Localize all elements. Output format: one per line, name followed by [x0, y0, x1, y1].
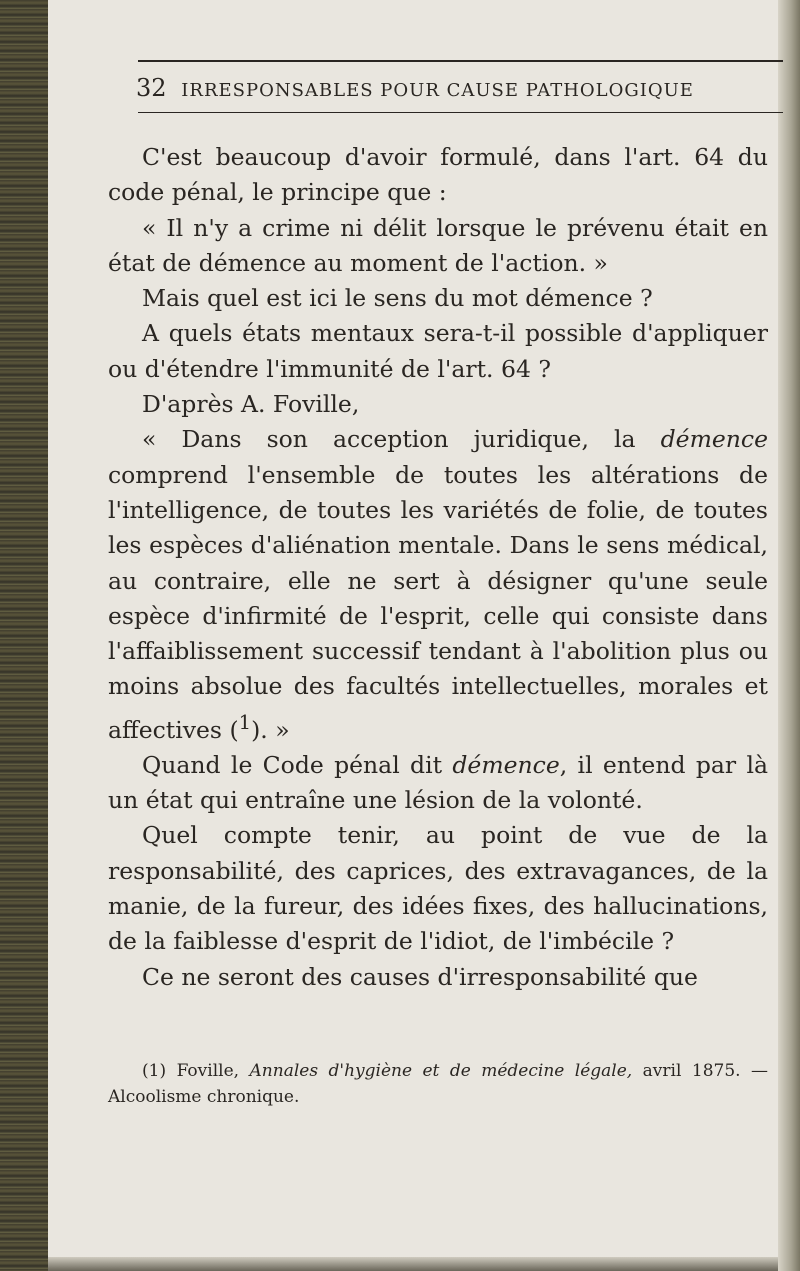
paragraph: Ce ne seront des causes d'irresponsabilité que [142, 962, 698, 991]
page-bottom-edge [48, 1257, 778, 1271]
book-page [48, 0, 778, 1257]
paragraph: C'est beaucoup d'avoir formulé, dans l'art. 64 du code pénal, le principe que : [108, 143, 768, 207]
journal-title: Annales d'hygiène et de médecine légale, [249, 1061, 633, 1081]
footnote-ref: 1 [238, 710, 252, 734]
page-number: 32 [136, 74, 167, 102]
book-binding [0, 0, 48, 1271]
paragraph: A quels états mentaux sera-t-il possible d'appliquer ou d'étendre l'immunité de l'art. 64 ? [108, 319, 768, 383]
main-text [108, 140, 768, 995]
term-demence: démence [452, 750, 560, 779]
paragraph: Quand le Code pénal dit démence, il entend par là un état qui entraîne une lésion de la volonté. [108, 750, 768, 815]
quote-paragraph: « Dans son acception juridique, la démence comprend l'ensemble de toutes les altérations de l'intelligence, de toutes les variétés de folie, de toutes les espèces d'aliénation mentale. Dans le sens médical, au contraire, elle ne sert à désigner qu'une seule espèce d'infirmité de l'esprit, celle qui consiste dans l'affaiblissement successif tendant à l'abolition plus ou moins absolue des facultés intellectuelles, morales et affectives ($^1$). » [108, 425, 768, 744]
running-title: IRRESPONSABLES POUR CAUSE PATHOLOGIQUE [181, 80, 694, 101]
footnote: (1) Foville, Annales d'hygiène et de médecine légale, avril 1875. — Alcoolisme chronique. [108, 1061, 769, 1107]
paragraph: D'après A. Foville, [142, 390, 360, 419]
page-edge [778, 0, 800, 1271]
paragraph: Quel compte tenir, au point de vue de la responsabilité, des caprices, des extravagances, de la manie, de la fureur, des idées fixes, des hallucinations, de la faiblesse d'esprit de l'idiot, de l'imbécile ? [108, 821, 768, 956]
header-rule-bottom [138, 112, 783, 113]
running-header [136, 74, 786, 104]
footnote-marker: (1) [142, 1061, 167, 1081]
header-rule-top [138, 60, 783, 62]
paragraph: « Il n'y a crime ni délit lorsque le prévenu était en état de démence au moment de l'action. » [108, 213, 768, 277]
paragraph: Mais quel est ici le sens du mot démence ? [142, 284, 653, 313]
term-demence: démence [660, 425, 768, 454]
